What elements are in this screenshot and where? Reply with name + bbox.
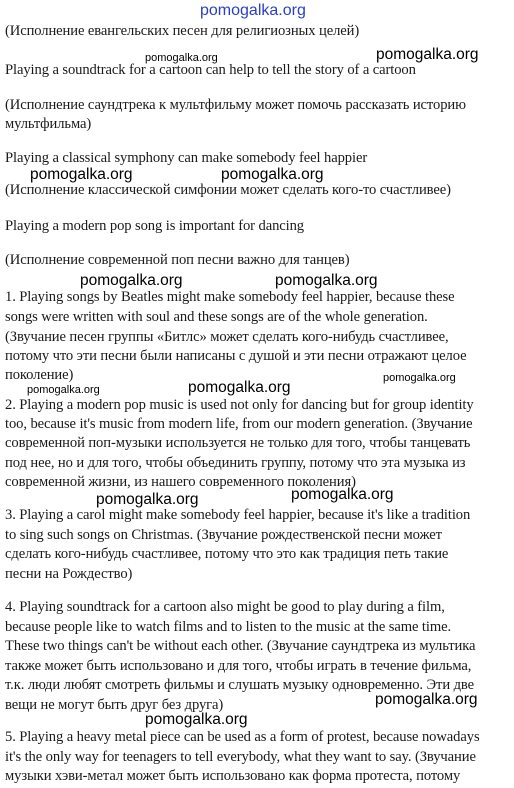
text-line: сделать кого-нибудь счастливее, потому что это как традиция петь такие	[5, 546, 449, 562]
watermark-small: pomogalka.org	[383, 372, 456, 384]
text-line: также может быть использовано и для того, чтобы играть в течение фильма,	[5, 658, 472, 674]
text-line: songs were written with soul and these songs are of the whole generation.	[5, 309, 428, 325]
text-line: вещи не могут быть друг без друга)	[5, 697, 224, 713]
watermark: pomogalka.org	[221, 166, 324, 183]
text-line: потому что эти песни были написаны с душой и эти песни отражают целое	[5, 348, 467, 364]
text-line: 5. Playing a heavy metal piece can be used as a form of protest, because nowadays	[5, 729, 480, 745]
text-line: поколение)	[5, 367, 74, 383]
watermark: pomogalka.org	[376, 46, 479, 63]
watermark-small: pomogalka.org	[27, 384, 100, 396]
watermark: pomogalka.org	[291, 486, 394, 503]
text-line: (Исполнение евангельских песен для религиозных целей)	[5, 23, 360, 39]
text-line: 2. Playing a modern pop music is used not only for dancing but for group identity	[5, 397, 474, 413]
text-line: 3. Playing a carol might make somebody feel happier, because it's like a tradition	[5, 507, 471, 523]
text-line: (Звучание песен группы «Битлс» может сделать кого-нибудь счастливее,	[5, 329, 449, 345]
watermark: pomogalka.org	[145, 711, 248, 728]
text-line: 4. Playing soundtrack for a cartoon also might be good to play during a film,	[5, 599, 445, 615]
text-line: современной жизни, из нашего современного поколения)	[5, 474, 356, 490]
text-line: too, because it's music from modern life, from our modern generation. (Звучание	[5, 416, 473, 432]
text-line: мультфильма)	[5, 116, 92, 132]
watermark: pomogalka.org	[96, 491, 199, 508]
text-line: под нее, но и для того, чтобы объединить группу, потому что эта музыка из	[5, 455, 466, 471]
text-line: because people like to watch films and to listen to the music at the same time.	[5, 619, 452, 635]
text-line: современной поп-музыки используется не только для того, чтобы танцевать	[5, 435, 471, 451]
text-line: Playing a modern pop song is important for dancing	[5, 218, 304, 234]
text-line: 1. Playing songs by Beatles might make somebody feel happier, because these	[5, 289, 455, 305]
watermark: pomogalka.org	[30, 166, 133, 183]
text-line: песни на Рождество)	[5, 566, 133, 582]
text-line: to sing such songs on Christmas. (Звучание рождественской песни может	[5, 527, 442, 543]
text-line: it's the only way for teenagers to tell everybody, what they want to say. (Звучание	[5, 749, 476, 765]
watermark: pomogalka.org	[375, 691, 478, 708]
watermark: pomogalka.org	[275, 272, 378, 289]
text-line: (Исполнение современной поп песни важно для танцев)	[5, 252, 350, 268]
watermark-logo: pomogalka.org	[200, 2, 306, 19]
text-line: These two things can't be without each other. (Звучание саундтрека из мультика	[5, 638, 476, 654]
text-line: (Исполнение классической симфонии может сделать кого-то счастливее)	[5, 182, 451, 198]
text-line: т.к. люди любят смотреть фильмы и слушать музыку одновременно. Эти две	[5, 677, 474, 693]
text-line: музыки хэви-метал может быть использовано как форма протеста, потому	[5, 768, 461, 784]
watermark-small: pomogalka.org	[145, 52, 218, 64]
text-line: (Исполнение саундтрека к мультфильму может помочь рассказать историю	[5, 97, 466, 113]
watermark: pomogalka.org	[188, 379, 291, 396]
text-line: Playing a soundtrack for a cartoon can help to tell the story of a cartoon	[5, 62, 416, 78]
watermark: pomogalka.org	[80, 272, 183, 289]
text-line: Playing a classical symphony can make somebody feel happier	[5, 150, 368, 166]
